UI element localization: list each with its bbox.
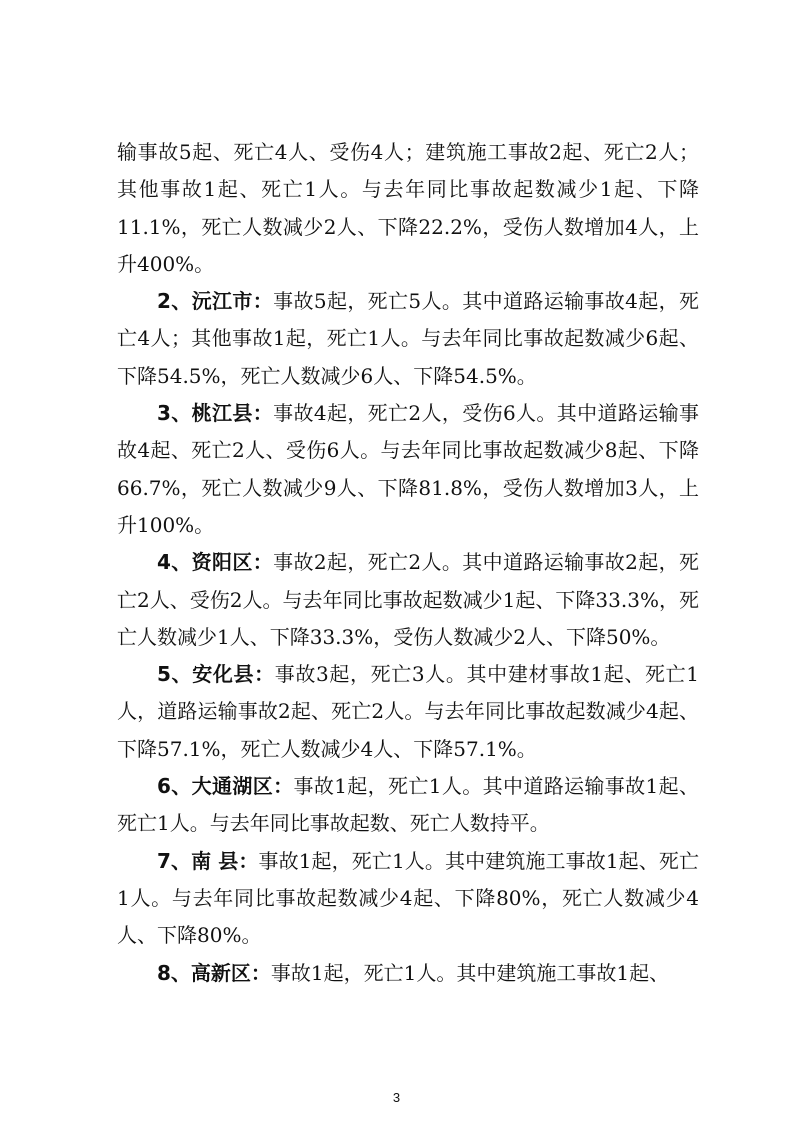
section-text: 事故1起，死亡1人。其中建筑施工事故1起、死亡1人。与去年同比事故起数减少4起、下降80%，死亡人数减少4人、下降80%。 bbox=[117, 848, 699, 948]
section-text: 事故2起，死亡2人。其中道路运输事故2起，死亡2人、受伤2人。与去年同比事故起数减少1起、下降33.3%，死亡人数减少1人、下降33.3%，受伤人数减少2人、下降50%。 bbox=[117, 550, 699, 649]
section-paragraph-nanxian bbox=[117, 843, 699, 955]
section-label: 4、资阳区： bbox=[157, 550, 274, 575]
document-body bbox=[117, 134, 699, 992]
section-label: 2、沅江市： bbox=[157, 289, 274, 314]
section-paragraph-taojiang bbox=[117, 395, 699, 544]
section-text: 事故1起，死亡1人。其中建筑施工事故1起、 bbox=[270, 960, 670, 985]
section-label: 6、大通湖区： bbox=[157, 774, 294, 799]
section-label: 5、安化县： bbox=[157, 662, 275, 687]
page-number: 3 bbox=[392, 1090, 401, 1105]
section-text: 事故3起，死亡3人。其中建材事故1起、死亡1人，道路运输事故2起、死亡2人。与去年同比事故起数减少4起、下降57.1%，死亡人数减少4人、下降57.1%。 bbox=[117, 662, 699, 761]
section-paragraph-datonghu bbox=[117, 768, 699, 843]
section-text: 事故4起，死亡2人，受伤6人。其中道路运输事故4起、死亡2人、受伤6人。与去年同比事故起数减少8起、下降66.7%，死亡人数减少9人、下降81.8%，受伤人数增加3人，上升100%。 bbox=[117, 401, 699, 537]
section-label: 7、南 县： bbox=[157, 848, 259, 873]
section-paragraph-anhua bbox=[117, 656, 699, 768]
section-paragraph-ziyang bbox=[117, 544, 699, 656]
intro-paragraph: 输事故5起、死亡4人、受伤4人；建筑施工事故2起、死亡2人；其他事故1起、死亡1人。与去年同比事故起数减少1起、下降11.1%，死亡人数减少2人、下降22.2%，受伤人数增加4人，上升400%。 bbox=[117, 140, 699, 276]
section-text: 事故5起，死亡5人。其中道路运输事故4起，死亡4人；其他事故1起，死亡1人。与去年同比事故起数减少6起、下降54.5%，死亡人数减少6人、下降54.5%。 bbox=[117, 289, 699, 388]
section-label: 3、桃江县： bbox=[157, 401, 274, 426]
section-paragraph-gaoxin bbox=[117, 955, 699, 992]
section-text: 事故1起，死亡1人。其中道路运输事故1起、死亡1人。与去年同比事故起数、死亡人数持平。 bbox=[117, 774, 699, 836]
section-paragraph-yuanjiang bbox=[117, 283, 699, 395]
section-label: 8、高新区： bbox=[157, 960, 271, 985]
